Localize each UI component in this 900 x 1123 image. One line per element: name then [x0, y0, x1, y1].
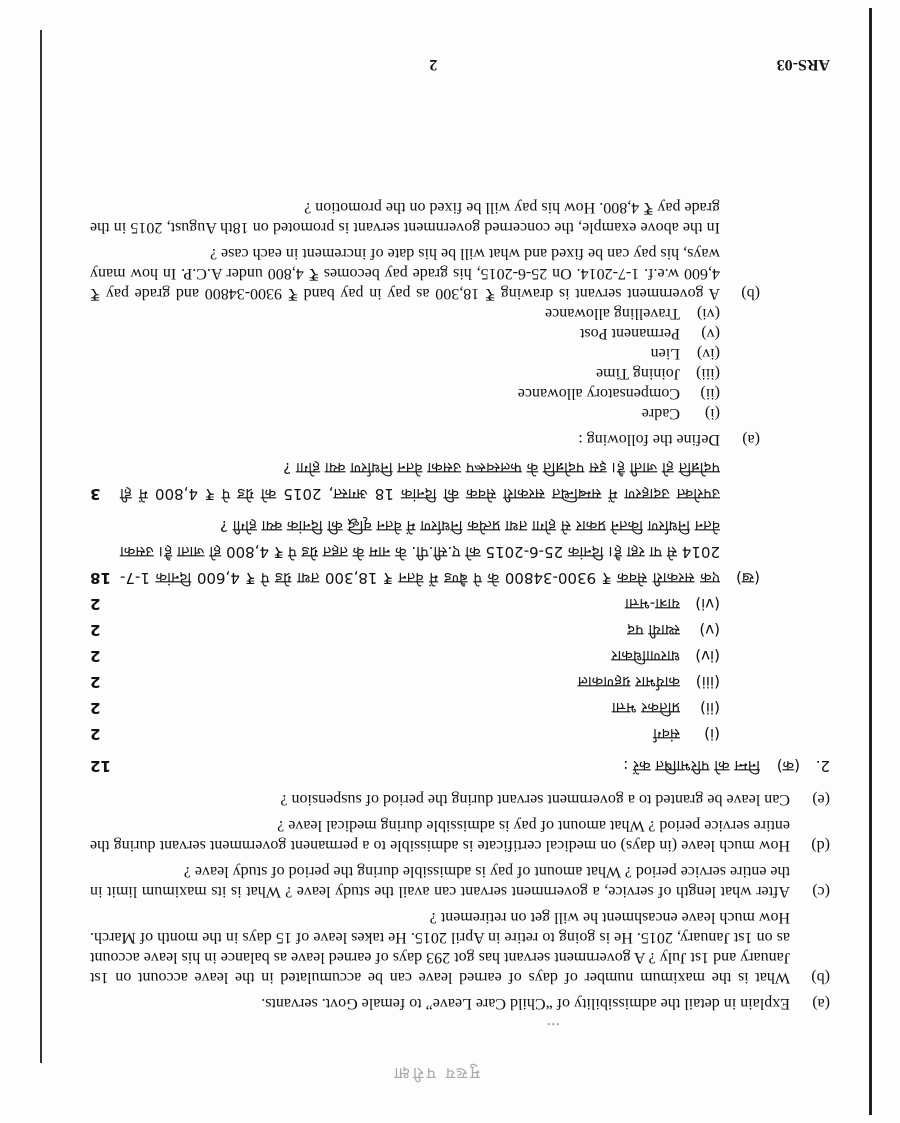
- item-text: प्रतिकर भत्ता: [611, 699, 680, 717]
- part-text: एक सरकारी सेवक ₹ 9300-34800 के पे बैण्ड में वेतन ₹ 18,300 तथा ग्रेड पे ₹ 4,600 दिनांक 1-7-2014 से पा रहा है। दिनांक 25-6-2015 को ए.सी.पी. के नाम के तहत ग्रेड पे ₹ 4,800 हो जाता है। उसका वेतन निर्धारण कितने प्रकार से होगा तथा प्रत्येक निर्धारण में वेतन वृद्धि की दिनांक क्या होगी ?: [120, 517, 720, 587]
- item-text: Travelling allowance: [545, 305, 680, 322]
- item-marker: (iv): [696, 345, 720, 362]
- left-border-line: [869, 8, 872, 1115]
- marks-value: 12: [90, 757, 111, 775]
- faint-header-text: मुख्य परीक्षा: [391, 1064, 480, 1081]
- page-footer: [90, 55, 830, 73]
- marks-value: 3: [90, 485, 101, 503]
- item-text: Joining Time: [595, 365, 680, 382]
- part-text: Explain in detail the admissibility of “Child Care Leave” to female Govt. servants.: [261, 995, 790, 1012]
- hi-list-item: [90, 617, 720, 643]
- item-marker: (v): [701, 325, 720, 342]
- q2-hindi-part-a: [90, 753, 830, 779]
- part-marker: (b): [811, 969, 830, 986]
- item-text: Lien: [650, 345, 680, 362]
- part-text: A government servant is drawing ₹ 18,300 as pay in pay band ₹ 9300-34800 and grade pay ₹ 4,600 w.e.f. 1-7-2014. On 25-6-2015, his grade pay becomes ₹ 4,800 under A.C.P. In how many ways, his pay can be fixed and what will be his date of increment in each case ?: [90, 245, 720, 302]
- part-marker: (c): [812, 883, 830, 900]
- q1-part-b: [90, 907, 830, 987]
- item-marker: (vi): [695, 595, 720, 613]
- item-marker: (i): [704, 725, 720, 743]
- hi-list-item: [90, 669, 720, 695]
- part-text: उपरोक्त उदाहरण में सम्बन्धित सरकारी सेवक की दिनांक 18 अगस्त, 2015 को ग्रेड पे ₹ 4,800 में ही पदोन्नति हो जाती है। इस पदोन्नति के फलस्वरूप उसका वेतन निर्धारण क्या होगा ?: [120, 459, 720, 503]
- part-text: In the above example, the concerned government servant is promoted on 18th August, 2015 in the grade pay ₹ 4,800. How his pay will be fixed on the promotion ?: [90, 199, 720, 236]
- item-text: संवर्ग: [653, 725, 680, 743]
- item-marker: (iii): [695, 673, 720, 691]
- hi-list-item: [90, 591, 720, 617]
- marks-value: 18: [90, 569, 111, 587]
- part-text: Can leave be granted to a government servant during the period of suspension ?: [280, 791, 790, 808]
- part-marker: (b): [741, 285, 760, 302]
- item-text: Compensatory allowance: [517, 385, 680, 402]
- marks-value: 2: [90, 699, 101, 717]
- item-marker: (i): [704, 405, 720, 422]
- part-marker: (क): [776, 757, 800, 775]
- marks-value: 2: [90, 725, 101, 743]
- page-number: 2: [429, 56, 438, 73]
- item-text: यात्रा-भत्ता: [625, 595, 680, 613]
- faint-dots: ...: [546, 1019, 560, 1039]
- hi-list-item: [90, 721, 720, 747]
- en-list-item: [90, 383, 720, 403]
- item-marker: (vi): [696, 305, 720, 322]
- part-text: What is the maximum number of days of earned leave can be accumulated in the leave account on 1st January and 1st July ? A government servant has got 293 days of earned leave as balance in his leave account as on 1st January, 2015. He is going to retire in April 2015. He takes leave of 15 days in the month of March. How much leave encashment he will get on retirement ?: [90, 909, 790, 986]
- question-number: 2.: [815, 757, 830, 775]
- q1-part-e: [90, 789, 830, 809]
- hi-list-item: [90, 695, 720, 721]
- q1-part-d: [90, 815, 830, 855]
- part-marker: (d): [811, 837, 830, 854]
- q2-english-part-a: [90, 429, 760, 449]
- en-list-item: [90, 343, 720, 363]
- part-text: Define the following :: [578, 431, 720, 448]
- q2-english-part-b: [90, 243, 760, 303]
- item-text: Cadre: [641, 405, 680, 422]
- part-marker: (e): [812, 791, 830, 808]
- item-marker: (iii): [696, 365, 720, 382]
- marks-value: 2: [90, 673, 101, 691]
- marks-value: 2: [90, 647, 101, 665]
- item-text: Permanent Post: [580, 325, 680, 342]
- hi-list-item: [90, 643, 720, 669]
- item-marker: (ii): [699, 699, 720, 717]
- right-border-line: [40, 30, 42, 1063]
- en-list-item: [90, 303, 720, 323]
- en-list-item: [90, 323, 720, 343]
- item-text: स्थायी पद: [627, 621, 680, 639]
- item-text: कार्यभार ग्रहणकाल: [577, 673, 680, 691]
- q1-part-a: [90, 993, 830, 1013]
- part-text: How much leave (in days) on medical certificate is admissible to a permanent government servant during the entire service period ? What amount of pay is admissible during medical leave ?: [90, 817, 790, 854]
- q2-english-part-b-continued: [90, 197, 760, 237]
- q2-hindi-part-b: [90, 513, 760, 591]
- q1-part-c: [90, 861, 830, 901]
- part-marker: (a): [742, 431, 760, 448]
- item-marker: (ii): [700, 385, 720, 402]
- marks-value: 2: [90, 621, 101, 639]
- en-list-item: [90, 403, 720, 423]
- part-text: निम्न को परिभाषित करें :: [623, 757, 760, 775]
- part-marker: (ख): [736, 569, 760, 587]
- item-marker: (iv): [695, 647, 720, 665]
- part-marker: (a): [812, 995, 830, 1012]
- part-text: After what length of service, a government servant can avail the study leave ? What is its maximum limit in the entire service period ? What amount of pay is admissible during the period of study leave ?: [90, 863, 790, 900]
- item-text: धारणाधिकार: [611, 647, 680, 665]
- question-content: [90, 191, 830, 1013]
- paper-code: ARS-03: [776, 56, 830, 73]
- item-marker: (v): [699, 621, 720, 639]
- marks-value: 2: [90, 595, 101, 613]
- en-list-item: [90, 363, 720, 383]
- q2-hindi-part-b-continued: [90, 455, 760, 507]
